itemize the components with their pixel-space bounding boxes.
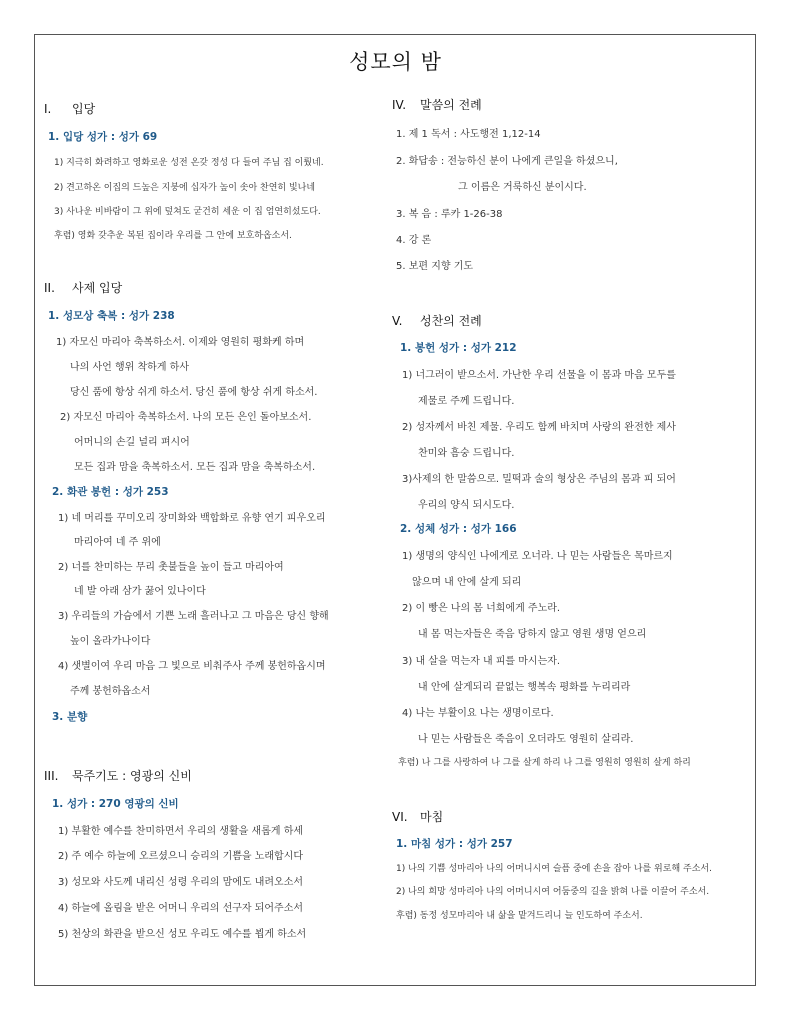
hymn-line: 2) 나의 희망 성마리아 나의 어머니시여 어둠중의 길을 밝혀 나를 이끌어 주소서.	[396, 887, 710, 897]
hymn-line: 어머니의 손길 널리 펴시어	[74, 437, 190, 448]
hymn-line: 4) 하늘에 올림을 받은 어머니 우리의 선구자 되어주소서	[58, 903, 304, 914]
hymn-line: 나 믿는 사람들은 죽음이 오더라도 영원히 살리라.	[418, 734, 634, 745]
hymn-line: 내 몸 먹는자들은 죽음 당하지 않고 영원 생명 얻으리	[418, 629, 647, 640]
hymn-line: 2) 성자께서 바친 제물. 우리도 함께 바치며 사랑의 완전한 제사	[402, 422, 676, 433]
hymn-line: 찬미와 흠숭 드립니다.	[418, 448, 515, 459]
hymn-line: 주께 봉헌하옵소서	[70, 686, 151, 697]
hymn-line: 3) 우리들의 가슴에서 기쁜 노래 흘러나고 그 마음은 당신 향해	[58, 611, 329, 622]
section-5-heading: V. 성찬의 전례	[392, 314, 482, 328]
hymn-line: 2) 견고하온 이집의 드높은 지붕에 십자가 높이 솟아 찬연히 빛나네	[54, 183, 316, 193]
offertory-hymn: 1. 봉헌 성가 : 성가 212	[400, 342, 517, 354]
liturgy-line: 2. 화답송 : 전능하신 분이 나에게 큰일을 하셨으니,	[396, 156, 618, 167]
hymn-line: 5) 천상의 화관을 받으신 성모 우리도 예수를 뵙게 하소서	[58, 929, 307, 940]
hymn-line: 2) 주 예수 하늘에 오르셨으니 승리의 기쁨을 노래합시다	[58, 851, 304, 862]
liturgy-line: 5. 보편 지향 기도	[396, 261, 474, 272]
section-4-heading: IV. 말씀의 전례	[392, 98, 482, 112]
hymn-line: 제물로 주께 드립니다.	[418, 396, 515, 407]
refrain-line: 후렴) 영화 갖추운 복된 집이라 우리를 그 안에 보호하옵소서.	[54, 231, 292, 241]
hymn-line: 마리아여 네 주 위에	[74, 537, 161, 548]
hymn-line: 3)사제의 한 말씀으로. 밀떡과 술의 형상은 주님의 몸과 피 되어	[402, 474, 676, 485]
hymn-line: 2) 이 빵은 나의 몸 너희에게 주노라.	[402, 603, 561, 614]
hymn-line: 1) 지극히 화려하고 영화로운 성전 온갖 정성 다 들여 주님 집 이뤘네.	[54, 158, 324, 168]
hymn-line: 높이 올라가나이다	[70, 636, 151, 647]
refrain-line: 후렴) 동정 성모마리아 내 삶을 맡겨드리니 늘 인도하여 주소서.	[396, 911, 643, 921]
liturgy-line: 그 이름은 거룩하신 분이시다.	[458, 182, 587, 193]
hymn-line: 4) 나는 부활이요 나는 생명이로다.	[402, 708, 554, 719]
section-6-heading: VI. 마침	[392, 810, 444, 824]
incense-item: 3. 분향	[52, 711, 88, 723]
statue-blessing-hymn: 1. 성모상 축복 : 성가 238	[48, 310, 175, 322]
hymn-line: 3) 성모와 사도께 내리신 성령 우리의 맘에도 내려오소서	[58, 877, 304, 888]
section-1-heading: I. 입당	[44, 102, 96, 116]
hymn-line: 내 안에 살게되리 끝없는 행복속 평화를 누리리라	[418, 682, 631, 693]
communion-hymn: 2. 성체 성가 : 성가 166	[400, 523, 517, 535]
liturgy-line: 3. 복 음 : 루카 1-26-38	[396, 209, 503, 220]
hymn-line: 4) 샛별이여 우리 마음 그 빛으로 비춰주사 주께 봉헌하옵시며	[58, 661, 326, 672]
hymn-line: 1) 자모신 마리아 축복하소서. 이제와 영원히 평화케 하며	[56, 337, 305, 348]
crown-offering-hymn: 2. 화관 봉헌 : 성가 253	[52, 486, 169, 498]
hymn-line: 1) 생명의 양식인 나에게로 오너라. 나 믿는 사람들은 목마르지	[402, 551, 673, 562]
liturgy-line: 4. 강 론	[396, 235, 432, 246]
hymn-line: 당신 품에 항상 쉬게 하소서. 당신 품에 항상 쉬게 하소서.	[70, 387, 318, 398]
page-title: 성모의 밤	[349, 50, 442, 74]
section-3-heading: III. 묵주기도 : 영광의 신비	[44, 769, 192, 783]
rosary-hymn: 1. 성가 : 270 영광의 신비	[52, 798, 179, 810]
entrance-hymn: 1. 입당 성가 : 성가 69	[48, 131, 158, 143]
hymn-line: 2) 자모신 마리아 축복하소서. 나의 모든 은인 돌아보소서.	[60, 412, 312, 423]
refrain-line: 후렴) 나 그를 사랑하여 나 그를 살게 하리 나 그를 영원히 영원히 살게 하리	[398, 758, 691, 768]
hymn-line: 않으며 내 안에 살게 되리	[412, 577, 522, 588]
liturgy-line: 1. 제 1 독서 : 사도행전 1,12-14	[396, 129, 541, 140]
hymn-line: 2) 너를 찬미하는 무리 촛불들을 높이 들고 마리아여	[58, 562, 284, 573]
section-2-heading: II. 사제 입당	[44, 281, 123, 295]
hymn-line: 우리의 양식 되시도다.	[418, 500, 515, 511]
hymn-line: 1) 나의 기쁨 성마리아 나의 어머니시여 슬픔 중에 손을 잡아 나를 위로해 주소서.	[396, 864, 712, 874]
hymn-line: 네 발 아래 삼가 꿇어 있나이다	[74, 586, 206, 597]
hymn-line: 1) 너그러이 받으소서. 가난한 우리 선물을 이 몸과 마음 모두를	[402, 370, 676, 381]
hymn-line: 나의 사언 행위 착하게 하사	[70, 362, 189, 373]
hymn-line: 모든 집과 맘을 축복하소서. 모든 집과 맘을 축복하소서.	[74, 462, 316, 473]
hymn-line: 3) 사나운 비바람이 그 위에 덮쳐도 굳건히 세운 이 집 엄연히섰도다.	[54, 207, 321, 217]
hymn-line: 3) 내 살을 먹는자 내 피를 마시는자.	[402, 656, 561, 667]
hymn-line: 1) 부활한 예수를 찬미하면서 우리의 생활을 새롭게 하세	[58, 826, 304, 837]
hymn-line: 1) 네 머리를 꾸미오리 장미화와 백합화로 유향 연기 피우오리	[58, 513, 326, 524]
closing-hymn: 1. 마침 성가 : 성가 257	[396, 838, 513, 850]
